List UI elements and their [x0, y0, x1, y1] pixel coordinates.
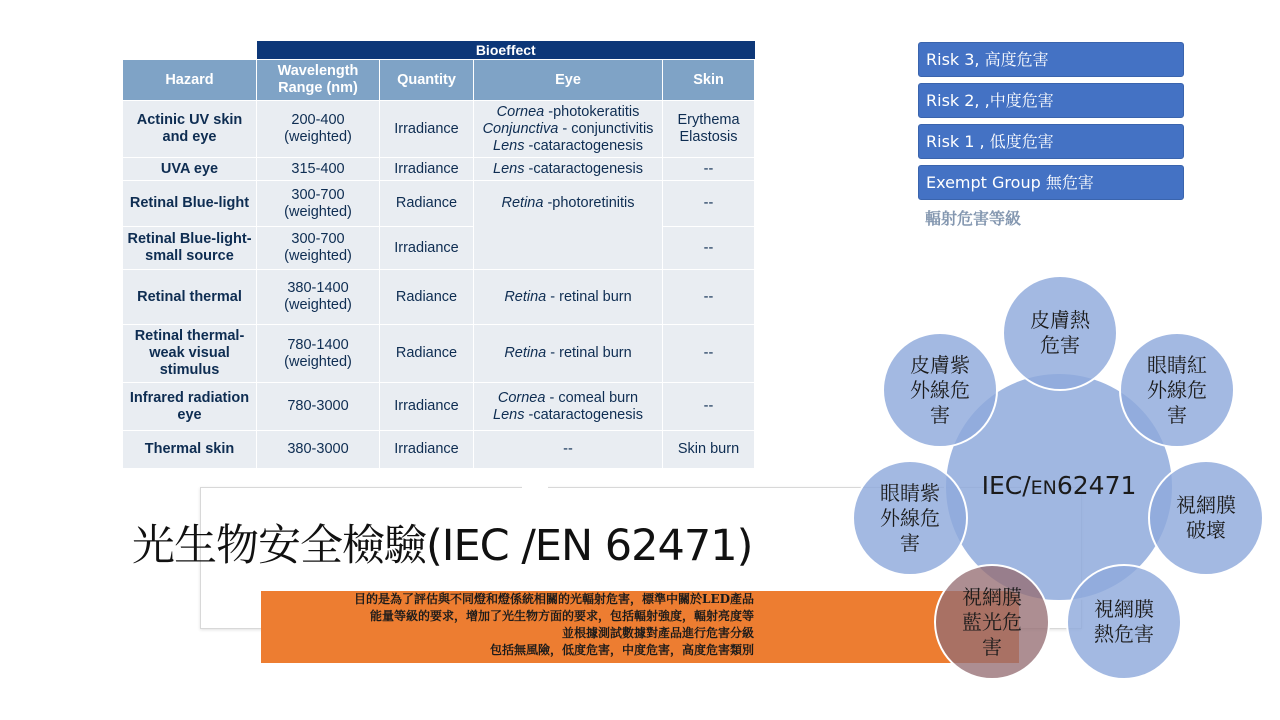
range-note: (weighted) — [284, 203, 352, 220]
center-label-main: IEC/ — [981, 471, 1031, 500]
eye-organ: Conjunctiva — [482, 120, 559, 137]
eye-cell — [474, 101, 663, 158]
range-value: 780-1400 — [287, 336, 349, 353]
eye-organ: Cornea — [497, 389, 546, 406]
table-corner — [123, 41, 257, 60]
eye-cell — [474, 383, 663, 431]
hazard-cell: Infrared radiation eye — [123, 383, 257, 431]
hazard-cell: Retinal Blue-light-small source — [123, 227, 257, 270]
hazard-cell: Retinal thermal — [123, 270, 257, 325]
quantity-cell: Irradiance — [380, 227, 474, 270]
range-value: 200-400 — [291, 112, 345, 128]
risk-group-1: Risk 1 , 低度危害 — [918, 124, 1184, 159]
eye-organ: Retina — [501, 194, 544, 211]
eye-organ: Lens — [493, 406, 525, 423]
eye-effect: - retinal burn — [546, 345, 632, 361]
eye-effect: - retinal burn — [546, 288, 632, 305]
skin-cell: -- — [663, 227, 755, 270]
range-note: (weighted) — [284, 297, 352, 313]
description-line: 並根據測試數據對產品進行危害分級 — [561, 626, 754, 640]
frame-notch — [522, 478, 548, 492]
skin-cell: -- — [663, 158, 755, 181]
skin-cell — [663, 101, 755, 158]
range-note: (weighted) — [284, 353, 352, 370]
hazard-cell: Retinal Blue-light — [123, 181, 257, 227]
hazard-circle-retina-bluelight: 視網膜 藍光危 害 — [934, 564, 1050, 680]
eye-cell — [474, 181, 663, 270]
range-value: 300-700 — [291, 231, 345, 247]
hazard-circle-skin-uv: 皮膚紫 外線危 害 — [882, 332, 998, 448]
center-label — [982, 473, 1137, 501]
center-label-number: 62471 — [1056, 471, 1137, 500]
range-cell — [257, 227, 380, 270]
range-cell: 380-3000 — [257, 431, 380, 469]
eye-effect: -photoretinitis — [543, 194, 635, 211]
range-cell: 315-400 — [257, 158, 380, 181]
range-cell: 780-3000 — [257, 383, 380, 431]
description-line: 包括無風險，低度危害，中度危害，高度危害類別 — [489, 643, 754, 657]
table-row — [123, 181, 755, 227]
range-note: (weighted) — [284, 129, 352, 145]
hazard-circle-retina-thermal: 視網膜 熱危害 — [1066, 564, 1182, 680]
hazard-cell: Retinal thermal-weak visual stimulus — [123, 325, 257, 383]
eye-organ: Lens — [493, 160, 525, 177]
eye-effect: -cataractogenesis — [524, 137, 643, 154]
quantity-cell: Irradiance — [380, 431, 474, 469]
col-header-hazard: Hazard — [123, 60, 257, 101]
skin-effect: Erythema — [677, 112, 740, 128]
quantity-cell: Radiance — [380, 270, 474, 325]
table-row — [123, 158, 755, 181]
eye-effect: - comeal burn — [545, 389, 639, 406]
page-title: 光生物安全檢驗(IEC /EN 62471) — [132, 521, 753, 571]
eye-effect: -photokeratitis — [544, 103, 640, 120]
hazard-circle-skin-thermal: 皮膚熱 危害 — [1002, 275, 1118, 391]
skin-cell: -- — [663, 270, 755, 325]
table-row — [123, 431, 755, 469]
quantity-cell: Irradiance — [380, 101, 474, 158]
col-header-quantity: Quantity — [380, 60, 474, 101]
eye-cell — [474, 325, 663, 383]
hazard-circle-retina-damage: 視網膜 破壞 — [1148, 460, 1264, 576]
table-row — [123, 383, 755, 431]
hazard-cell: UVA eye — [123, 158, 257, 181]
hazard-circle-eye-uv: 眼睛紫 外線危 害 — [852, 460, 968, 576]
eye-organ: Retina — [504, 288, 547, 305]
risk-caption: 輻射危害等級 — [925, 209, 1022, 228]
eye-organ: Retina — [504, 345, 547, 361]
range-note: (weighted) — [284, 248, 352, 264]
range-cell — [257, 325, 380, 383]
skin-effect: Elastosis — [679, 129, 738, 145]
range-cell — [257, 181, 380, 227]
table-row — [123, 101, 755, 158]
skin-cell: -- — [663, 383, 755, 431]
center-label-small: EN — [1030, 477, 1057, 499]
hazard-cell: Thermal skin — [123, 431, 257, 469]
range-value: 380-1400 — [287, 280, 349, 296]
description-line: 能量等級的要求，增加了光生物方面的要求，包括輻射強度，輻射亮度等 — [369, 609, 754, 623]
risk-group-3: Risk 3, 高度危害 — [918, 42, 1184, 77]
table-row — [123, 270, 755, 325]
skin-cell: -- — [663, 325, 755, 383]
eye-cell — [474, 158, 663, 181]
description-text — [262, 591, 754, 659]
eye-effect: -cataractogenesis — [524, 406, 643, 423]
hazard-circle-eye-infrared: 眼睛紅 外線危 害 — [1119, 332, 1235, 448]
range-cell — [257, 270, 380, 325]
quantity-cell: Irradiance — [380, 383, 474, 431]
quantity-cell: Radiance — [380, 325, 474, 383]
skin-cell: Skin burn — [663, 431, 755, 469]
description-line: 目的是為了評估與不同燈和燈係統相關的光輻射危害，標準中關於LED產品 — [354, 592, 754, 606]
table-row — [123, 325, 755, 383]
col-header-wavelength: Wavelength Range (nm) — [257, 60, 380, 101]
skin-cell: -- — [663, 181, 755, 227]
col-header-skin: Skin — [663, 60, 755, 101]
quantity-cell: Radiance — [380, 181, 474, 227]
eye-effect: - conjunctivitis — [558, 120, 654, 137]
range-value: 300-700 — [291, 186, 345, 203]
range-cell — [257, 101, 380, 158]
risk-group-2: Risk 2, ,中度危害 — [918, 83, 1184, 118]
eye-organ: Lens — [493, 137, 525, 154]
risk-group-exempt: Exempt Group 無危害 — [918, 165, 1184, 200]
bioeffect-header: Bioeffect — [257, 41, 755, 60]
hazard-cell: Actinic UV skin and eye — [123, 101, 257, 158]
quantity-cell: Irradiance — [380, 158, 474, 181]
eye-cell: -- — [474, 431, 663, 469]
eye-organ: Cornea — [496, 103, 545, 120]
hazard-table — [122, 41, 755, 469]
eye-cell — [474, 270, 663, 325]
eye-effect: -cataractogenesis — [524, 160, 643, 177]
col-header-eye: Eye — [474, 60, 663, 101]
